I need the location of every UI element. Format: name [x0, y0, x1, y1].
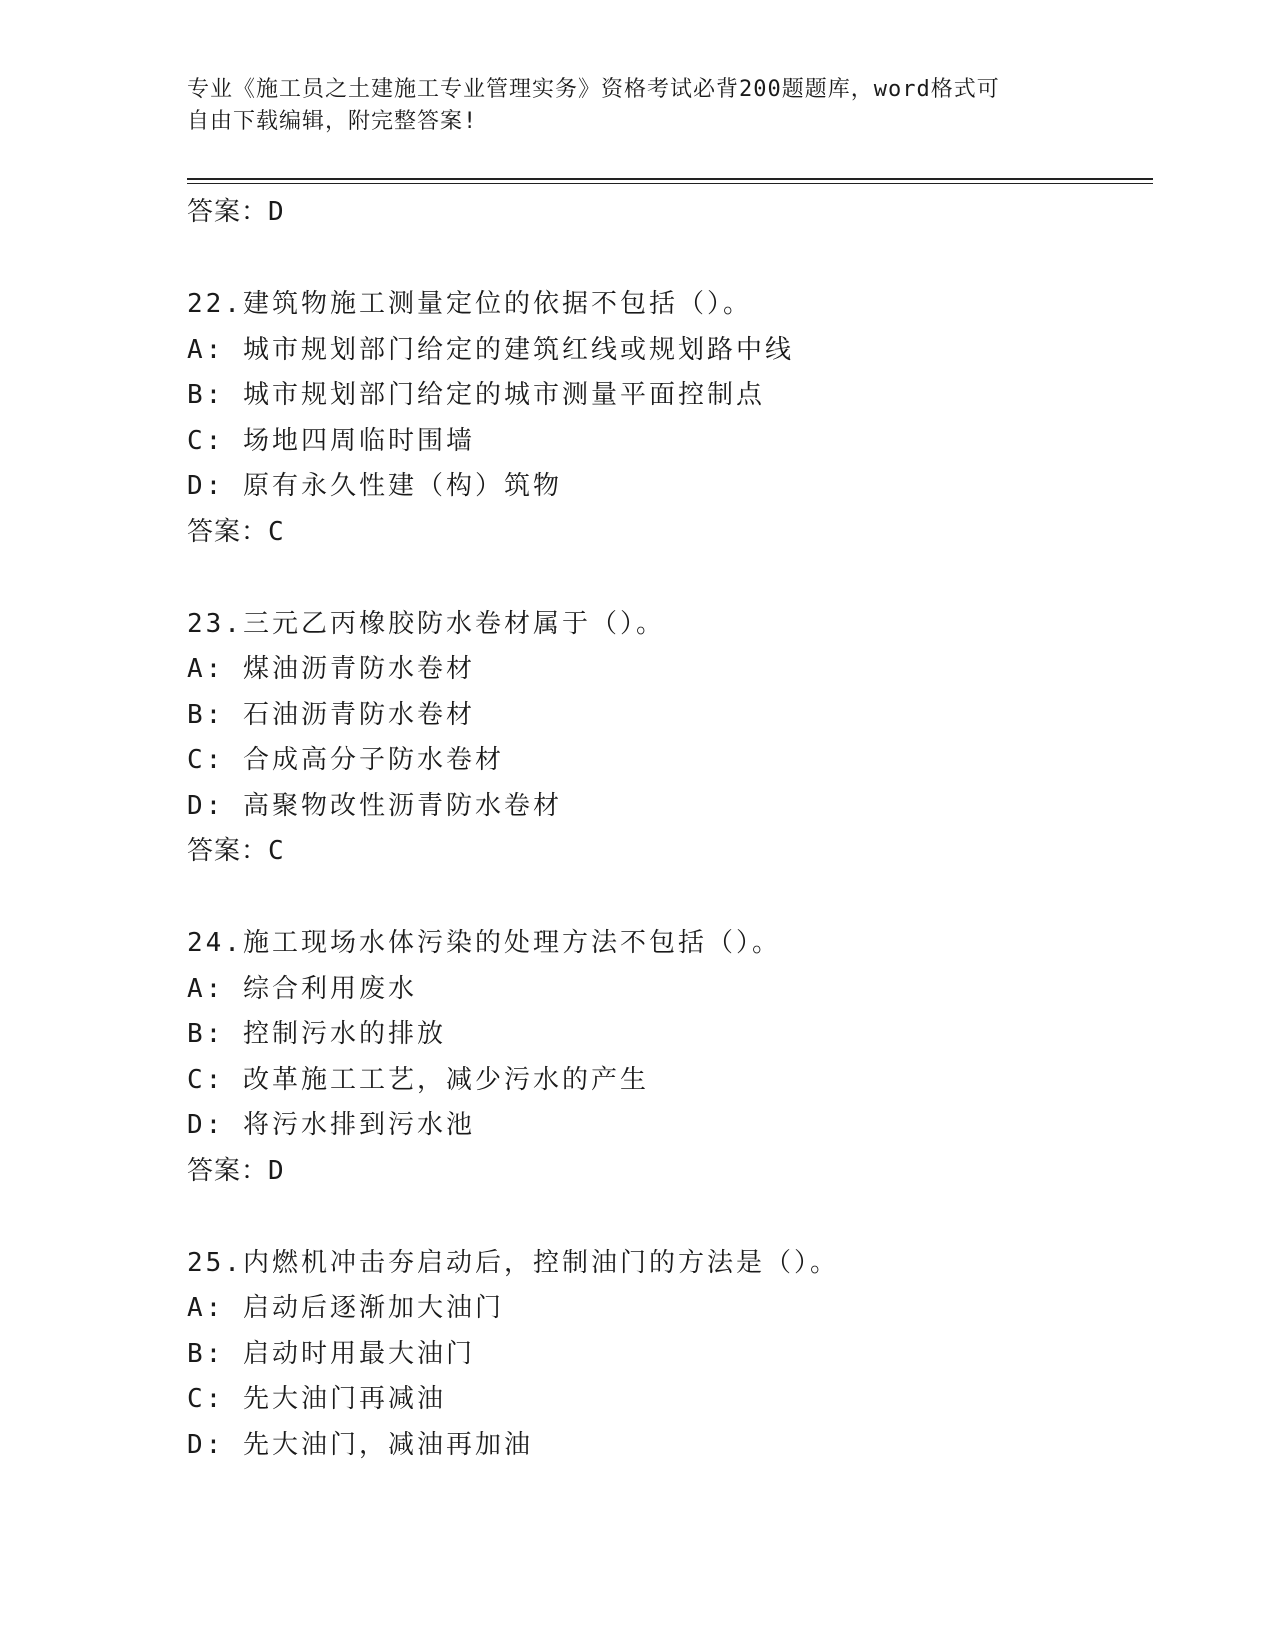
option-a: A: 煤油沥青防水卷材 — [187, 654, 475, 684]
question-stem: 25.内燃机冲击夯启动后，控制油门的方法是（）。 — [187, 1247, 839, 1278]
question-stem: 23.三元乙丙橡胶防水卷材属于（）。 — [187, 608, 665, 639]
question-22 — [187, 282, 1153, 554]
header-divider-thick — [187, 178, 1153, 180]
question-stem: 22.建筑物施工测量定位的依据不包括（）。 — [187, 289, 752, 319]
header-divider-thin — [187, 183, 1153, 184]
option-c: C: 场地四周临时围墙 — [187, 425, 475, 456]
option-b: B: 控制污水的排放 — [187, 1019, 446, 1049]
answer-line: 答案：C — [187, 836, 285, 866]
answer-line: 答案：D — [187, 197, 285, 227]
question-23 — [187, 602, 1153, 874]
question-25 — [187, 1241, 1153, 1469]
option-d: D: 原有永久性建（构）筑物 — [187, 471, 562, 501]
answer-line: 答案：D — [187, 1155, 285, 1186]
option-b: B: 石油沥青防水卷材 — [187, 699, 475, 730]
option-a: A: 城市规划部门给定的建筑红线或规划路中线 — [187, 334, 794, 365]
question-stem: 24.施工现场水体污染的处理方法不包括（）。 — [187, 928, 781, 958]
option-a: A: 启动后逐渐加大油门 — [187, 1293, 504, 1323]
option-c: C: 先大油门再减油 — [187, 1384, 446, 1414]
document-body — [187, 190, 1153, 1468]
option-d: D: 将污水排到污水池 — [187, 1110, 475, 1140]
option-a: A: 综合利用废水 — [187, 973, 417, 1004]
option-c: C: 合成高分子防水卷材 — [187, 745, 504, 775]
option-d: D: 高聚物改性沥青防水卷材 — [187, 790, 562, 821]
option-d: D: 先大油门，减油再加油 — [187, 1429, 533, 1460]
document-header — [187, 74, 1067, 138]
header-line-2: 自由下载编辑，附完整答案! — [187, 109, 478, 134]
option-c: C: 改革施工工艺，减少污水的产生 — [187, 1064, 649, 1095]
option-b: B: 启动时用最大油门 — [187, 1338, 475, 1369]
answer-line: 答案：C — [187, 516, 285, 547]
header-line-1: 专业《施工员之土建施工专业管理实务》资格考试必背200题题库，word格式可 — [187, 77, 1000, 102]
question-24 — [187, 921, 1153, 1193]
option-b: B: 城市规划部门给定的城市测量平面控制点 — [187, 380, 765, 410]
